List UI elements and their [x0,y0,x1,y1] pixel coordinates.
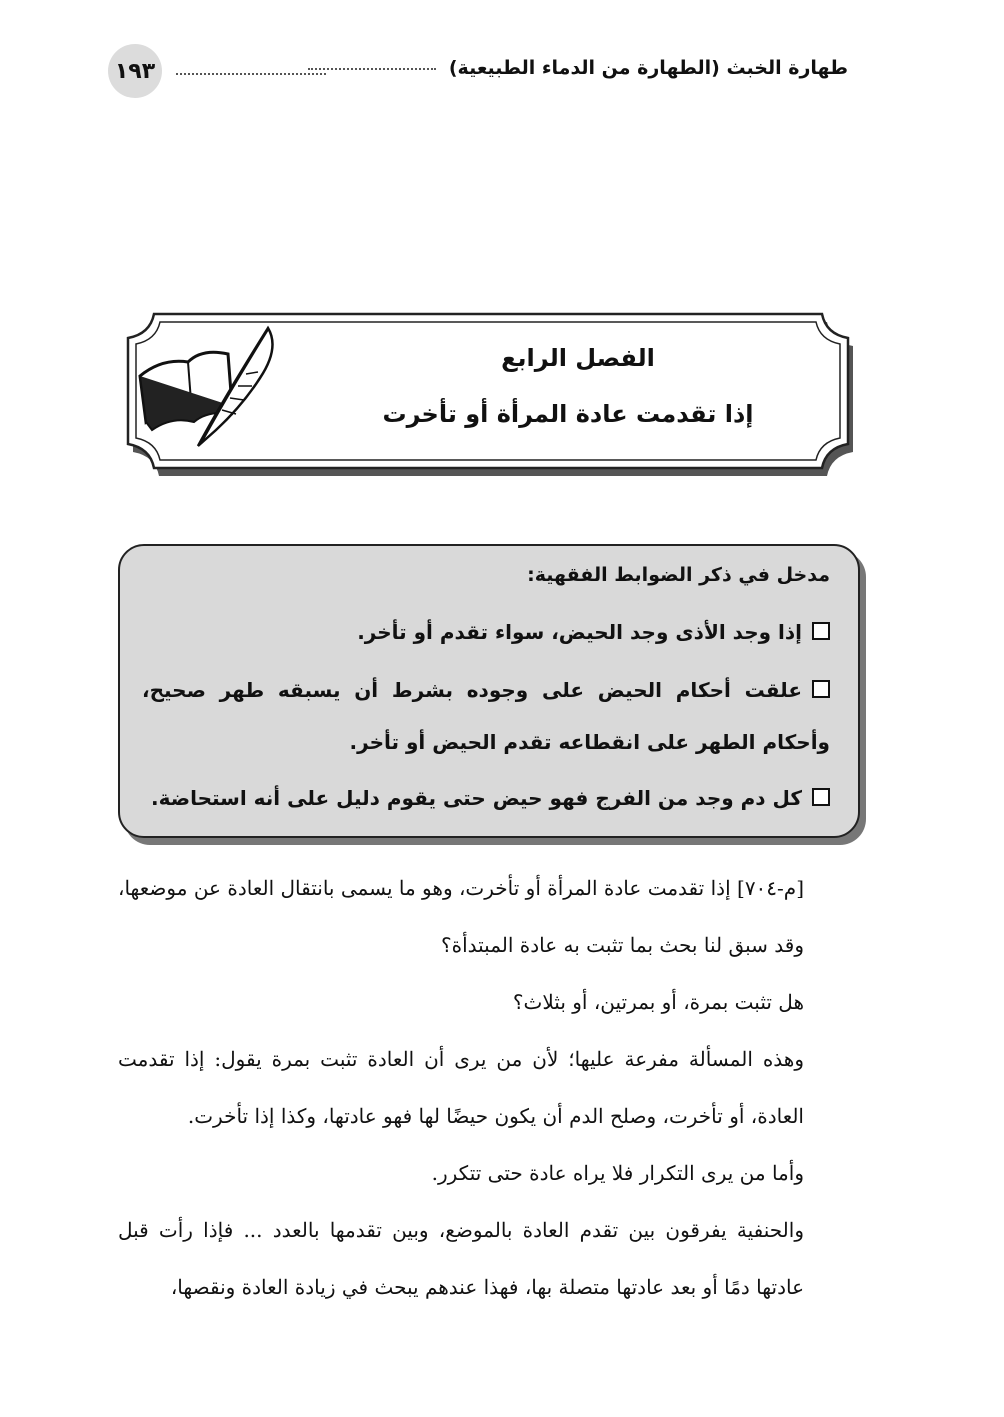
checkbox-icon [812,788,830,806]
chapter-title: الفصل الرابع [501,344,655,372]
rule-item [142,664,830,768]
body-paragraph: وأما من يرى التكرار فلا يراه عادة حتى تتكرر. [431,1161,804,1185]
rule-item [142,772,830,824]
body-paragraph: والحنفية يفرقون بين تقدم العادة بالموضع، وبين تقدمها بالعدد ... فإذا رأت قبل عادتها دمًا أو بعد عادتها متصلة بها، فهذا عندهم يبحث في زيادة العادة ونقصها، [118,1218,804,1299]
rule-item [142,606,830,658]
body-paragraph: هل تثبت بمرة، أو بمرتين، أو بثلاث؟ [512,990,804,1014]
body-paragraph: [م-٧٠٤] إذا تقدمت عادة المرأة أو تأخرت، وهو ما يسمى بانتقال العادة عن موضعها، وقد سبق لنا بحث بما تثبت به عادة المبتدأة؟ [118,876,804,957]
header-dotted-rule-left [176,73,326,75]
body-text [118,860,856,1316]
checkbox-icon [812,622,830,640]
rules-heading: مدخل في ذكر الضوابط الفقهية: [527,564,830,586]
header-dotted-rule-right [308,68,436,70]
chapter-title-box [118,310,858,476]
rule-text: كل دم وجد من الفرج فهو حيض حتى يقوم دليل على أنه استحاضة. [151,786,802,810]
rule-text: إذا وجد الأذى وجد الحيض، سواء تقدم أو تأخر. [357,620,802,644]
rule-text: علقت أحكام الحيض على وجوده بشرط أن يسبقه طهر صحيح، وأحكام الطهر على انقطاعه تقدم الحيض أو تأخر. [142,678,830,754]
running-title [308,57,848,85]
page-number: ١٩٣ [108,44,162,98]
body-paragraph: وهذه المسألة مفرعة عليها؛ لأن من يرى أن العادة تثبت بمرة يقول: إذا تقدمت العادة، أو تأخرت، وصلح الدم أن يكون حيضًا لها فهو عادتها، وكذا إذا تأخرت. [118,1047,804,1128]
running-title-text: طهارة الخبث (الطهارة من الدماء الطبيعية) [448,57,848,79]
rules-box [118,544,860,838]
page-header [108,44,848,98]
book-quill-icon [132,318,282,448]
checkbox-icon [812,680,830,698]
chapter-subtitle: إذا تقدمت عادة المرأة أو تأخرت [382,400,754,428]
